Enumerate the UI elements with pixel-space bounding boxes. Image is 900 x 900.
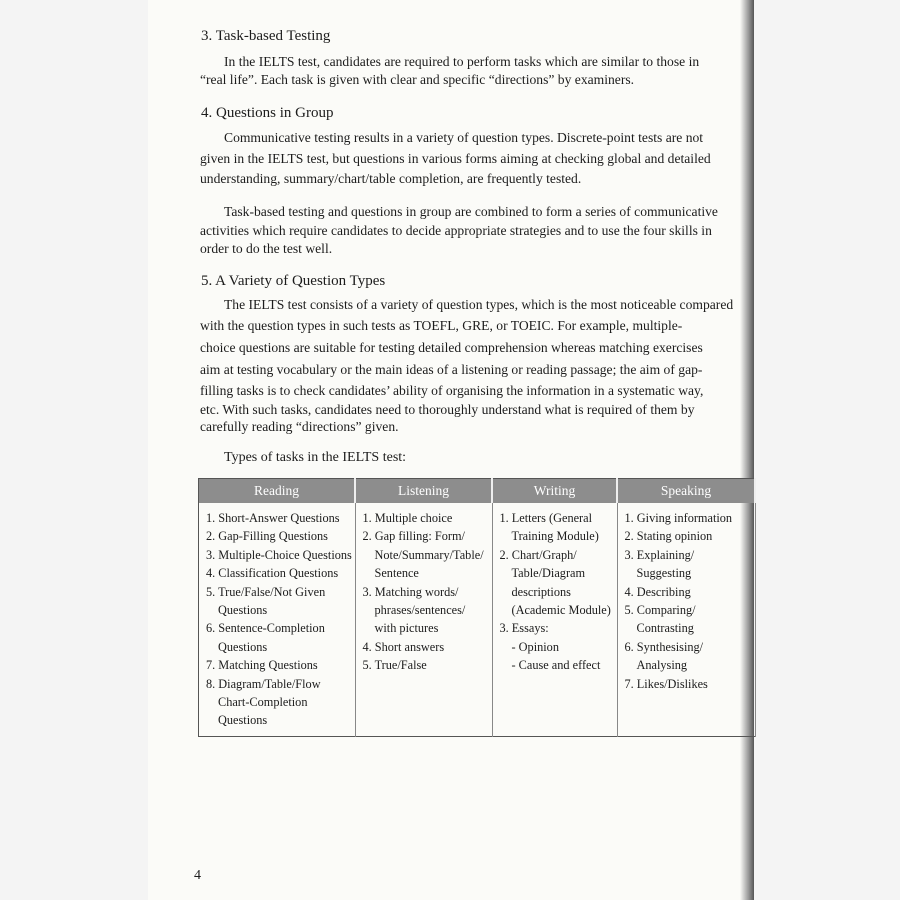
header-writing: Writing — [492, 479, 617, 504]
text-line: Communicative testing results in a variety of question types. Discrete-point tests are not — [224, 130, 704, 145]
list-item: 5. Comparing/ — [624, 603, 696, 618]
list-item: with pictures — [374, 621, 439, 636]
list-item: Sentence — [374, 566, 419, 581]
page-edge-shadow — [740, 0, 754, 900]
list-item: 7. Matching Questions — [206, 658, 318, 673]
list-item: Questions — [218, 639, 268, 654]
list-item: (Academic Module) — [511, 603, 611, 618]
list-item: 5. True/False/Not Given — [206, 584, 326, 599]
list-item: Note/Summary/Table/ — [374, 547, 484, 562]
list-item: 6. Sentence-Completion — [206, 621, 325, 636]
list-item: 2. Stating opinion — [624, 529, 713, 544]
list-item: 4. Describing — [624, 584, 691, 599]
text-line: The IELTS test consists of a variety of question types, which is the most noticeable compared — [224, 297, 734, 312]
page-number: 4 — [194, 868, 201, 883]
list-item: Chart-Completion — [218, 695, 308, 710]
header-listening: Listening — [355, 479, 492, 504]
task-types-table — [198, 478, 756, 737]
list-item: 4. Short answers — [362, 639, 445, 654]
text-line: understanding, summary/chart/table completion, are frequently tested. — [200, 171, 582, 186]
text-line: with the question types in such tests as TOEFL, GRE, or TOEIC. For example, multiple- — [200, 318, 683, 333]
list-item: 1. Short-Answer Questions — [206, 511, 340, 525]
text-line: etc. With such tasks, candidates need to thoroughly understand what is required of them by — [200, 402, 695, 417]
list-item: 8. Diagram/Table/Flow — [206, 676, 321, 691]
list-item: Training Module) — [511, 529, 599, 544]
heading-variety-question-types: 5. A Variety of Question Types — [201, 273, 386, 289]
list-item: 1. Letters (General — [499, 511, 593, 525]
list-item: Suggesting — [636, 566, 692, 581]
column-speaking — [617, 503, 755, 737]
list-item: descriptions — [511, 584, 571, 599]
list-item: 7. Likes/Dislikes — [624, 676, 708, 691]
list-item: 6. Synthesising/ — [624, 639, 704, 654]
list-item: 1. Giving information — [624, 511, 733, 525]
column-reading — [199, 503, 356, 737]
text-line: In the IELTS test, candidates are required to perform tasks which are similar to those in — [224, 54, 700, 69]
header-speaking: Speaking — [617, 479, 755, 504]
text-line: choice questions are suitable for testing detailed comprehension whereas matching exercises — [200, 340, 703, 355]
list-item: 3. Multiple-Choice Questions — [206, 547, 352, 562]
text-line: given in the IELTS test, but questions in various forms aiming at checking global and detailed — [200, 151, 711, 166]
list-item: 4. Classification Questions — [206, 566, 339, 581]
list-item: - Cause and effect — [511, 658, 601, 673]
text-line: filling tasks is to check candidates’ ability of organising the information in a systematic way, — [200, 383, 704, 398]
text-line: carefully reading “directions” given. — [200, 419, 399, 434]
list-item: 5. True/False — [362, 658, 427, 673]
list-item: 2. Chart/Graph/ — [499, 547, 577, 562]
table-intro: Types of tasks in the IELTS test: — [224, 450, 407, 465]
list-item: Questions — [218, 713, 268, 728]
list-item: 2. Gap-Filling Questions — [206, 529, 328, 544]
list-item: 1. Multiple choice — [362, 511, 453, 525]
text-line: order to do the test well. — [200, 241, 333, 256]
heading-task-based-testing: 3. Task-based Testing — [201, 28, 331, 44]
list-item: 3. Matching words/ — [362, 584, 459, 599]
list-item: 2. Gap filling: Form/ — [362, 529, 465, 544]
list-item: Contrasting — [636, 621, 694, 636]
list-item: Questions — [218, 603, 268, 618]
table-row — [199, 503, 756, 737]
list-item: 3. Essays: — [499, 621, 549, 636]
text-line: activities which require candidates to decide appropriate strategies and to use the four skills in — [200, 223, 712, 238]
text-line: Task-based testing and questions in group are combined to form a series of communicative — [224, 204, 718, 219]
list-item: phrases/sentences/ — [374, 603, 466, 618]
list-item: Analysing — [636, 658, 688, 673]
text-line: aim at testing vocabulary or the main ideas of a listening or reading passage; the aim of gap- — [200, 362, 703, 377]
text-line: “real life”. Each task is given with clear and specific “directions” by examiners. — [200, 72, 635, 87]
heading-questions-in-group: 4. Questions in Group — [201, 105, 334, 121]
list-item: - Opinion — [511, 639, 559, 654]
header-reading: Reading — [199, 479, 356, 504]
list-item: 3. Explaining/ — [624, 547, 695, 562]
column-listening — [355, 503, 492, 737]
list-item: Table/Diagram — [511, 566, 586, 581]
column-writing — [492, 503, 617, 737]
